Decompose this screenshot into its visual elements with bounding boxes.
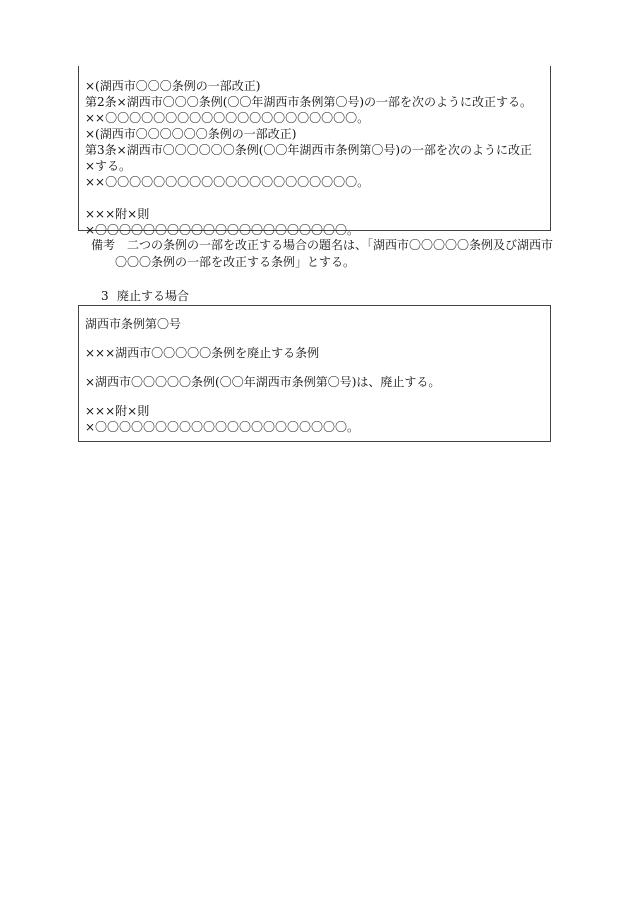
article-heading: ×(湖西市〇〇〇条例の一部改正) [85,79,261,93]
supplementary-text: ×〇〇〇〇〇〇〇〇〇〇〇〇〇〇〇〇〇〇〇〇〇。 [85,420,360,434]
supplementary-text: ×〇〇〇〇〇〇〇〇〇〇〇〇〇〇〇〇〇〇〇〇〇。 [85,223,360,237]
supplementary-heading: ×××附×則 [85,404,150,418]
supplementary-heading: ×××附×則 [85,207,150,221]
article-text: 第2条×湖西市〇〇〇条例(〇〇年湖西市条例第〇号)の一部を次のように改正する。 [85,95,533,109]
section-title: 廃止する場合 [117,289,190,303]
remarks-note [91,237,561,271]
article-text: ××〇〇〇〇〇〇〇〇〇〇〇〇〇〇〇〇〇〇〇〇〇。 [85,175,370,189]
ordinance-body: ×湖西市〇〇〇〇〇条例(〇〇年湖西市条例第〇号)は、廃止する。 [85,375,441,389]
repeal-example-box [78,305,551,442]
article-text: ×する。 [85,159,132,173]
blank-line [85,190,550,206]
remarks-label: 備考 [91,238,116,252]
ordinance-title: ×××湖西市〇〇〇〇〇条例を廃止する条例 [85,346,320,360]
article-text: ××〇〇〇〇〇〇〇〇〇〇〇〇〇〇〇〇〇〇〇〇〇。 [85,111,370,125]
ordinance-number: 湖西市条例第〇号 [85,317,182,331]
article-text: 第3条×湖西市〇〇〇〇〇〇条例(〇〇年湖西市条例第〇号)の一部を次のように改正 [85,143,533,157]
section-heading [101,288,189,304]
amendment-example-box [78,66,551,237]
remarks-text-continued: 〇〇〇条例の一部を改正する条例」とする。 [115,255,356,269]
section-number: 3 [101,289,109,303]
remarks-text: 二つの条例の一部を改正する場合の題名は、「湖西市〇〇〇〇〇条例及び湖西市 [127,238,554,252]
article-heading: ×(湖西市〇〇〇〇〇〇条例の一部改正) [85,127,297,141]
